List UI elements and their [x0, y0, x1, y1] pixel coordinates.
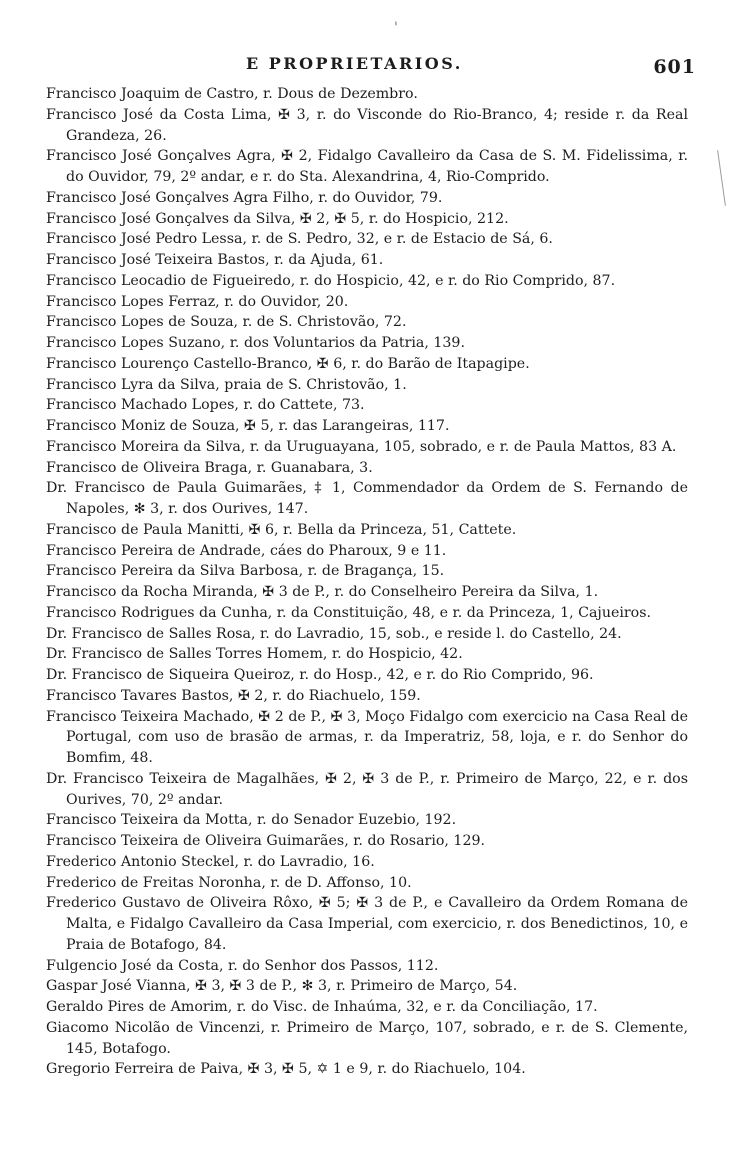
directory-entry: Francisco José Gonçalves Agra, ✠ 2, Fidalgo Cavalleiro da Casa de S. M. Fidelissima, r. do Ouvidor, 79, 2º andar, e r. do Sta. Alexandrina, 4, Rio-Comprido. [46, 148, 688, 185]
directory-entry: Francisco Teixeira Machado, ✠ 2 de P., ✠ 3, Moço Fidalgo com exercicio na Casa Real de Portugal, com uso de brasão de armas, r. da Imperatriz, 58, loja, e r. do Senhor do Bomfim, 48. [46, 708, 688, 766]
margin-pencil-mark [717, 150, 726, 206]
directory-entry: Fulgencio José da Costa, r. do Senhor dos Passos, 112. [46, 957, 439, 974]
directory-entry: Frederico Gustavo de Oliveira Rôxo, ✠ 5; ✠ 3 de P., e Cavalleiro da Ordem Romana de Malta, e Fidalgo Cavalleiro da Casa Imperial, com exercicio, r. dos Benedictinos, 10, e Praia de Botafogo, 84. [46, 895, 688, 953]
stray-ink-mark: ' [394, 20, 398, 36]
directory-entry: Gregorio Ferreira de Paiva, ✠ 3, ✠ 5, ✡ 1 e 9, r. do Riachuelo, 104. [46, 1061, 526, 1078]
directory-entry: Dr. Francisco de Salles Rosa, r. do Lavradio, 15, sob., e reside l. do Castello, 24. [46, 625, 622, 642]
directory-entry: Dr. Francisco de Paula Guimarães, ‡ 1, Commendador da Ordem de S. Fernando de Napoles, ✻ 3, r. dos Ourives, 147. [46, 480, 688, 517]
directory-entry: Francisco Machado Lopes, r. do Cattete, 73. [46, 397, 365, 414]
directory-entry: Francisco José Gonçalves Agra Filho, r. do Ouvidor, 79. [46, 189, 443, 206]
directory-entry: Dr. Francisco de Siqueira Queiroz, r. do Hosp., 42, e r. do Rio Comprido, 96. [46, 667, 594, 683]
directory-entry: Francisco Rodrigues da Cunha, r. da Constituição, 48, e r. da Princeza, 1, Cajueiros. [46, 604, 652, 621]
directory-entry: Frederico de Freitas Noronha, r. de D. Affonso, 10. [46, 874, 412, 891]
directory-entry: Francisco Moniz de Souza, ✠ 5, r. das Larangeiras, 117. [46, 418, 450, 434]
directory-entry: Geraldo Pires de Amorim, r. do Visc. de Inhaúma, 32, e r. da Conciliação, 17. [46, 999, 598, 1015]
entry-list [46, 84, 688, 1080]
directory-entry: Francisco de Paula Manitti, ✠ 6, r. Bella da Princeza, 51, Cattete. [46, 521, 517, 538]
directory-entry: Francisco José Pedro Lessa, r. de S. Pedro, 32, e r. de Estacio de Sá, 6. [46, 231, 553, 248]
directory-entry: Francisco José Gonçalves da Silva, ✠ 2, ✠ 5, r. do Hospicio, 212. [46, 210, 509, 227]
directory-entry: Francisco Moreira da Silva, r. da Uruguayana, 105, sobrado, e r. de Paula Mattos, 83 A. [46, 438, 677, 455]
page-header [46, 52, 696, 82]
directory-entry: Francisco Pereira de Andrade, cáes do Pharoux, 9 e 11. [46, 542, 447, 559]
directory-entry: Francisco da Rocha Miranda, ✠ 3 de P., r. do Conselheiro Pereira da Silva, 1. [46, 584, 599, 600]
directory-entry: Francisco Pereira da Silva Barbosa, r. de Bragança, 15. [46, 563, 445, 580]
directory-entry: Francisco de Oliveira Braga, r. Guanabara, 3. [46, 459, 373, 476]
directory-entry: Francisco Teixeira de Oliveira Guimarães, r. do Rosario, 129. [46, 833, 486, 849]
directory-entry: Francisco José da Costa Lima, ✠ 3, r. do Visconde do Rio-Branco, 4; reside r. da Real Grandeza, 26. [46, 106, 688, 144]
directory-entry: Francisco Teixeira da Motta, r. do Senador Euzebio, 192. [46, 812, 457, 829]
directory-entry: Gaspar José Vianna, ✠ 3, ✠ 3 de P., ✻ 3, r. Primeiro de Março, 54. [46, 978, 518, 995]
directory-entry: Francisco José Teixeira Bastos, r. da Ajuda, 61. [46, 252, 384, 268]
directory-entry: Dr. Francisco de Salles Torres Homem, r. do Hospicio, 42. [46, 646, 463, 663]
directory-entry: Frederico Antonio Steckel, r. do Lavradio, 16. [46, 853, 375, 870]
page-number: 601 [653, 56, 696, 78]
directory-entry: Francisco Lopes de Souza, r. de S. Christovão, 72. [46, 314, 407, 331]
directory-entry: Francisco Leocadio de Figueiredo, r. do Hospicio, 42, e r. do Rio Comprido, 87. [46, 272, 616, 289]
directory-entry: Giacomo Nicolão de Vincenzi, r. Primeiro de Março, 107, sobrado, e r. de S. Clemente, 145, Botafogo. [46, 1019, 688, 1057]
directory-entry: Francisco Joaquim de Castro, r. Dous de Dezembro. [46, 86, 418, 102]
directory-entry: Francisco Tavares Bastos, ✠ 2, r. do Riachuelo, 159. [46, 687, 421, 704]
directory-entry: Francisco Lyra da Silva, praia de S. Christovão, 1. [46, 376, 407, 393]
directory-entry: Francisco Lourenço Castello-Branco, ✠ 6, r. do Barão de Itapagipe. [46, 355, 530, 372]
directory-entry: Francisco Lopes Ferraz, r. do Ouvidor, 20. [46, 293, 349, 310]
directory-entry: Francisco Lopes Suzano, r. dos Voluntarios da Patria, 139. [46, 335, 465, 351]
running-head: E PROPRIETARIOS. [246, 54, 463, 73]
directory-entry: Dr. Francisco Teixeira de Magalhães, ✠ 2, ✠ 3 de P., r. Primeiro de Março, 22, e r. dos Ourives, 70, 2º andar. [46, 770, 688, 808]
